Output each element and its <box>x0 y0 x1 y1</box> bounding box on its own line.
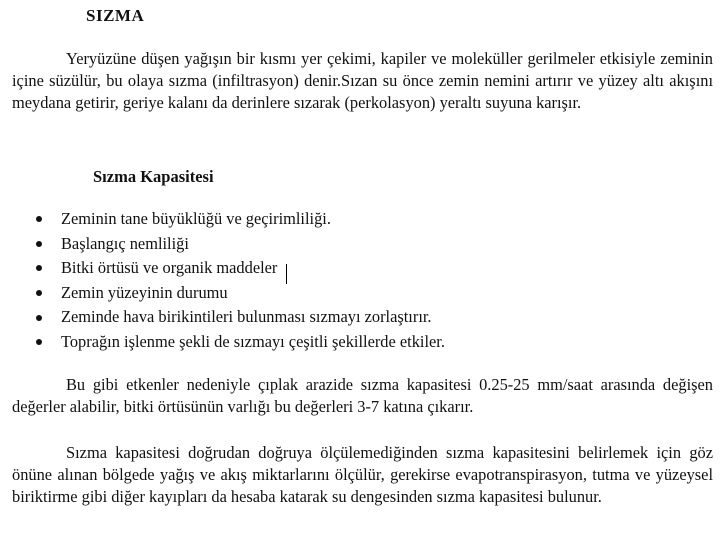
list-item <box>36 232 445 257</box>
list-item-text: Bitki örtüsü ve organik maddeler <box>61 258 278 278</box>
list-item-text: Toprağın işlenme şekli de sızmayı çeşitli şekillerde etkiler. <box>61 331 445 351</box>
list-item <box>36 256 445 281</box>
bullet-icon <box>36 315 42 321</box>
list-item-text: Zemin yüzeyinin durumu <box>61 282 228 302</box>
list-item-text: Başlangıç nemliliği <box>61 233 189 253</box>
measurement-paragraph: Sızma kapasitesi doğrudan doğruya ölçülemediğinden sızma kapasitesini belirlemek için göz önüne alınan bölgede yağış ve akış miktarlarını ölçülür, gerekirse evapotranspirasyon, tutma ve yüzeysel biriktirme gibi diğer kayıpları da hesaba katarak su dengesinden sızma kapasitesi bulunur. <box>12 443 713 506</box>
section-heading: Sızma Kapasitesi <box>93 167 214 186</box>
list-item <box>36 281 445 306</box>
bullet-icon <box>36 241 42 247</box>
list-item-text: Zeminin tane büyüklüğü ve geçirimliliği. <box>61 209 331 228</box>
intro-paragraph: Yeryüzüne düşen yağışın bir kısmı yer çekimi, kapiler ve moleküller gerilmeler etkisiyle zeminin içine süzülür, bu olaya sızma (infiltrasyon) denir.Sızan su önce zemin nemini artırır ve yüzey altı akışını meydana getirir, geriye kalanı da derinlere sızarak (perkolasyon) yeraltı suyuna karışır. <box>12 49 713 112</box>
list-item <box>36 305 445 330</box>
bullet-icon <box>36 216 42 222</box>
text-cursor <box>286 264 287 284</box>
bullet-icon <box>36 290 42 296</box>
bullet-icon <box>36 339 42 345</box>
page-title: SIZMA <box>86 6 145 25</box>
bullet-icon <box>36 265 42 271</box>
list-item-text: Zeminde hava birikintileri bulunması sızmayı zorlaştırır. <box>61 307 432 327</box>
list-item <box>36 207 445 232</box>
list-item <box>36 330 445 355</box>
factor-list <box>36 207 445 355</box>
capacity-range-paragraph: Bu gibi etkenler nedeniyle çıplak arazide sızma kapasitesi 0.25-25 mm/saat arasında değişen değerler alabilir, bitki örtüsünün varlığı bu değerleri 3-7 katına çıkarır. <box>12 375 713 416</box>
